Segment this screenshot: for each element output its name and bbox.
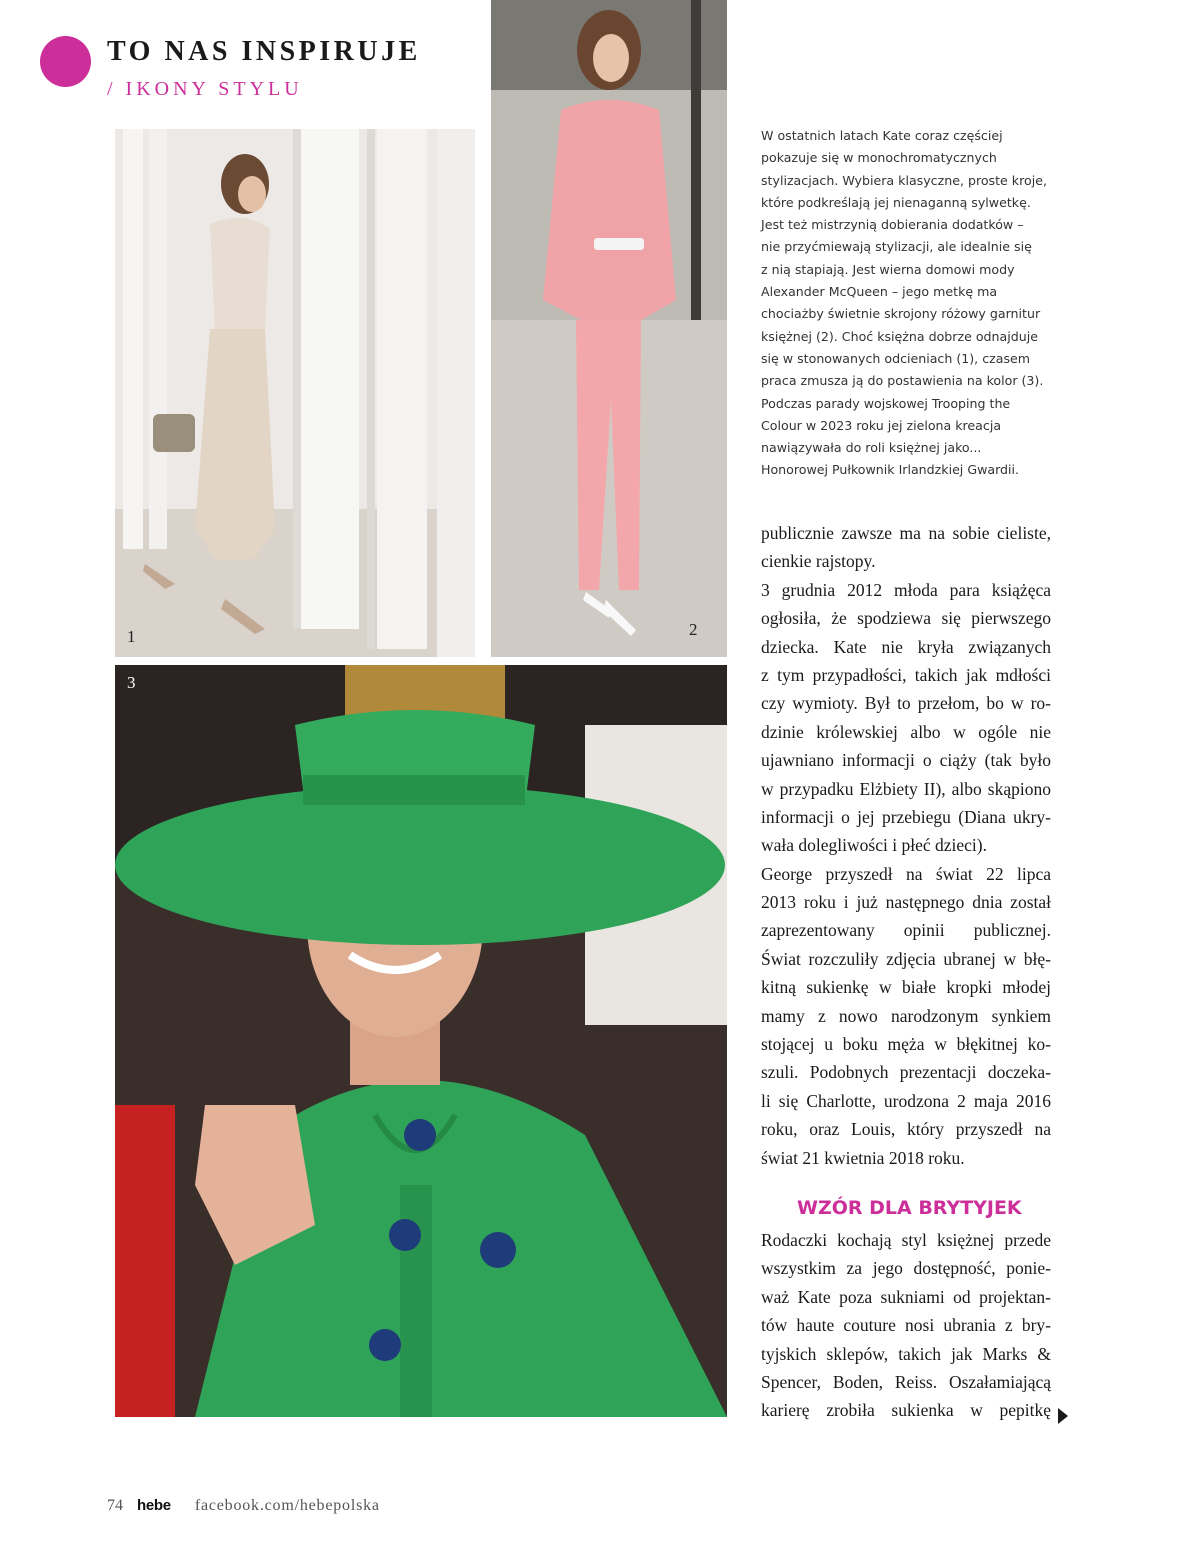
caption-line: Honorowej Pułkownik Irlandzkiej Gwardii. (761, 462, 1020, 478)
accent-dot-icon (40, 36, 91, 87)
article-line: Rodaczki kochają styl księżnej przede (761, 1230, 1051, 1250)
article-line: zaprezentowany opinii publicznej. (761, 920, 1051, 941)
article-line: stojącej u boku męża w błękitnej ko- (761, 1034, 1051, 1055)
photo-number: 3 (127, 673, 136, 692)
article-line: George przyszedł na świat 22 lipca (761, 863, 1051, 884)
caption-line: które podkreślają jej nienaganną sylwetkę. (761, 194, 1031, 210)
article-line: dziecka. Kate nie kryła związanych (761, 636, 1051, 657)
article-line: tyjskich sklepów, takich jak Marks & (761, 1343, 1051, 1364)
caption-line: Colour w 2023 roku jej zielona kreacja (761, 417, 1002, 433)
caption-line: Alexander McQueen – jego metkę ma (761, 284, 998, 300)
photo-number: 1 (127, 627, 136, 646)
caption-line: praca zmusza ją do postawienia na kolor (3). (761, 373, 1044, 389)
article-line: świat 21 kwietnia 2018 roku. (761, 1147, 965, 1168)
article-line: cienkie rajstopy. (761, 551, 876, 572)
article-subheading: WZÓR DLA BRYTYJEK (797, 1197, 1022, 1219)
article-line: Spencer, Boden, Reiss. Oszałamiającą (761, 1371, 1051, 1392)
article-line: wała dolegliwości i płeć dzieci). (761, 835, 987, 856)
article-line: mamy z nowo narodzonym synkiem (761, 1005, 1051, 1026)
photo-pink-suit (491, 0, 727, 657)
footer-url: facebook.com/hebepolska (194, 1497, 380, 1514)
photo-green-outfit (115, 665, 727, 1417)
article-line: Świat rozczuliły zdjęcia ubranej w błę- (761, 948, 1051, 969)
brand-logo: hebe (137, 1497, 171, 1514)
caption-line: stylizacjach. Wybiera klasyczne, proste kroje, (761, 172, 1047, 188)
article-line: ujawniano informacji o ciąży (tak było (761, 750, 1051, 771)
caption-line: Jest też mistrzynią dobierania dodatków – (761, 217, 1024, 233)
section-title: TO NAS INSPIRUJE (107, 36, 421, 67)
photo-caption (761, 125, 1061, 482)
caption-line: nie przyćmiewają stylizacji, ale idealnie się (761, 239, 1032, 255)
caption-line: z nią stapiają. Jest wierna domowi mody (761, 261, 1015, 277)
caption-line: nawiązywała do roli księżnej jako... (761, 440, 982, 456)
caption-line: pokazuje się w monochromatycznych (761, 150, 997, 166)
page-number: 74 (107, 1497, 123, 1514)
article-line: w przypadku Elżbiety II), albo skąpiono (761, 778, 1051, 799)
article-line: ogłosiła, że spodziewa się pierwszego (761, 608, 1051, 629)
article-line: dzinie królewskiej albo w ogóle nie (761, 721, 1051, 742)
article-line: publicznie zawsze ma na sobie cieliste, (761, 523, 1051, 543)
article-body-continued (761, 1226, 1051, 1425)
article-line: czy wymioty. Był to przełom, bo w ro- (761, 693, 1051, 714)
article-line: szuli. Podobnych prezentacji doczeka- (761, 1062, 1051, 1083)
caption-line: Podczas parady wojskowej Trooping the (761, 395, 1011, 411)
photo-number: 2 (689, 620, 698, 639)
caption-line: chociażby świetnie skrojony różowy garnitur (761, 306, 1041, 322)
article-line: karierę zrobiła sukienka w pepitkę (761, 1400, 1051, 1421)
article-line: kitną sukienkę w białe kropki młodej (761, 977, 1051, 998)
photo-beige-outfit (115, 129, 475, 657)
article-line: waż Kate poza sukniami od projektan- (761, 1286, 1051, 1307)
article-body (761, 519, 1051, 1172)
caption-line: księżnej (2). Choć księżna dobrze odnajduje (761, 328, 1038, 344)
article-line: tów haute couture nosi ubrania z bry- (761, 1315, 1051, 1336)
article-line: 2013 roku i już następnego dnia został (761, 892, 1051, 913)
article-line: z tym przypadłości, takich jak mdłości (761, 664, 1051, 685)
article-line: li się Charlotte, urodzona 2 maja 2016 (761, 1090, 1051, 1111)
article-line: wszystkim za jego dostępność, ponie- (761, 1258, 1051, 1279)
article-line: 3 grudnia 2012 młoda para książęca (761, 579, 1051, 600)
caption-line: się w stonowanych odcieniach (1), czasem (761, 350, 1031, 366)
triangle-right-icon (1058, 1408, 1068, 1424)
article-line: informacji o jej przebiegu (Diana ukry- (761, 806, 1051, 827)
section-subtitle: / IKONY STYLU (107, 78, 303, 100)
caption-line: W ostatnich latach Kate coraz częściej (761, 128, 1003, 143)
page-footer (107, 1497, 380, 1515)
article-line: roku, oraz Louis, który przyszedł na (761, 1119, 1051, 1140)
